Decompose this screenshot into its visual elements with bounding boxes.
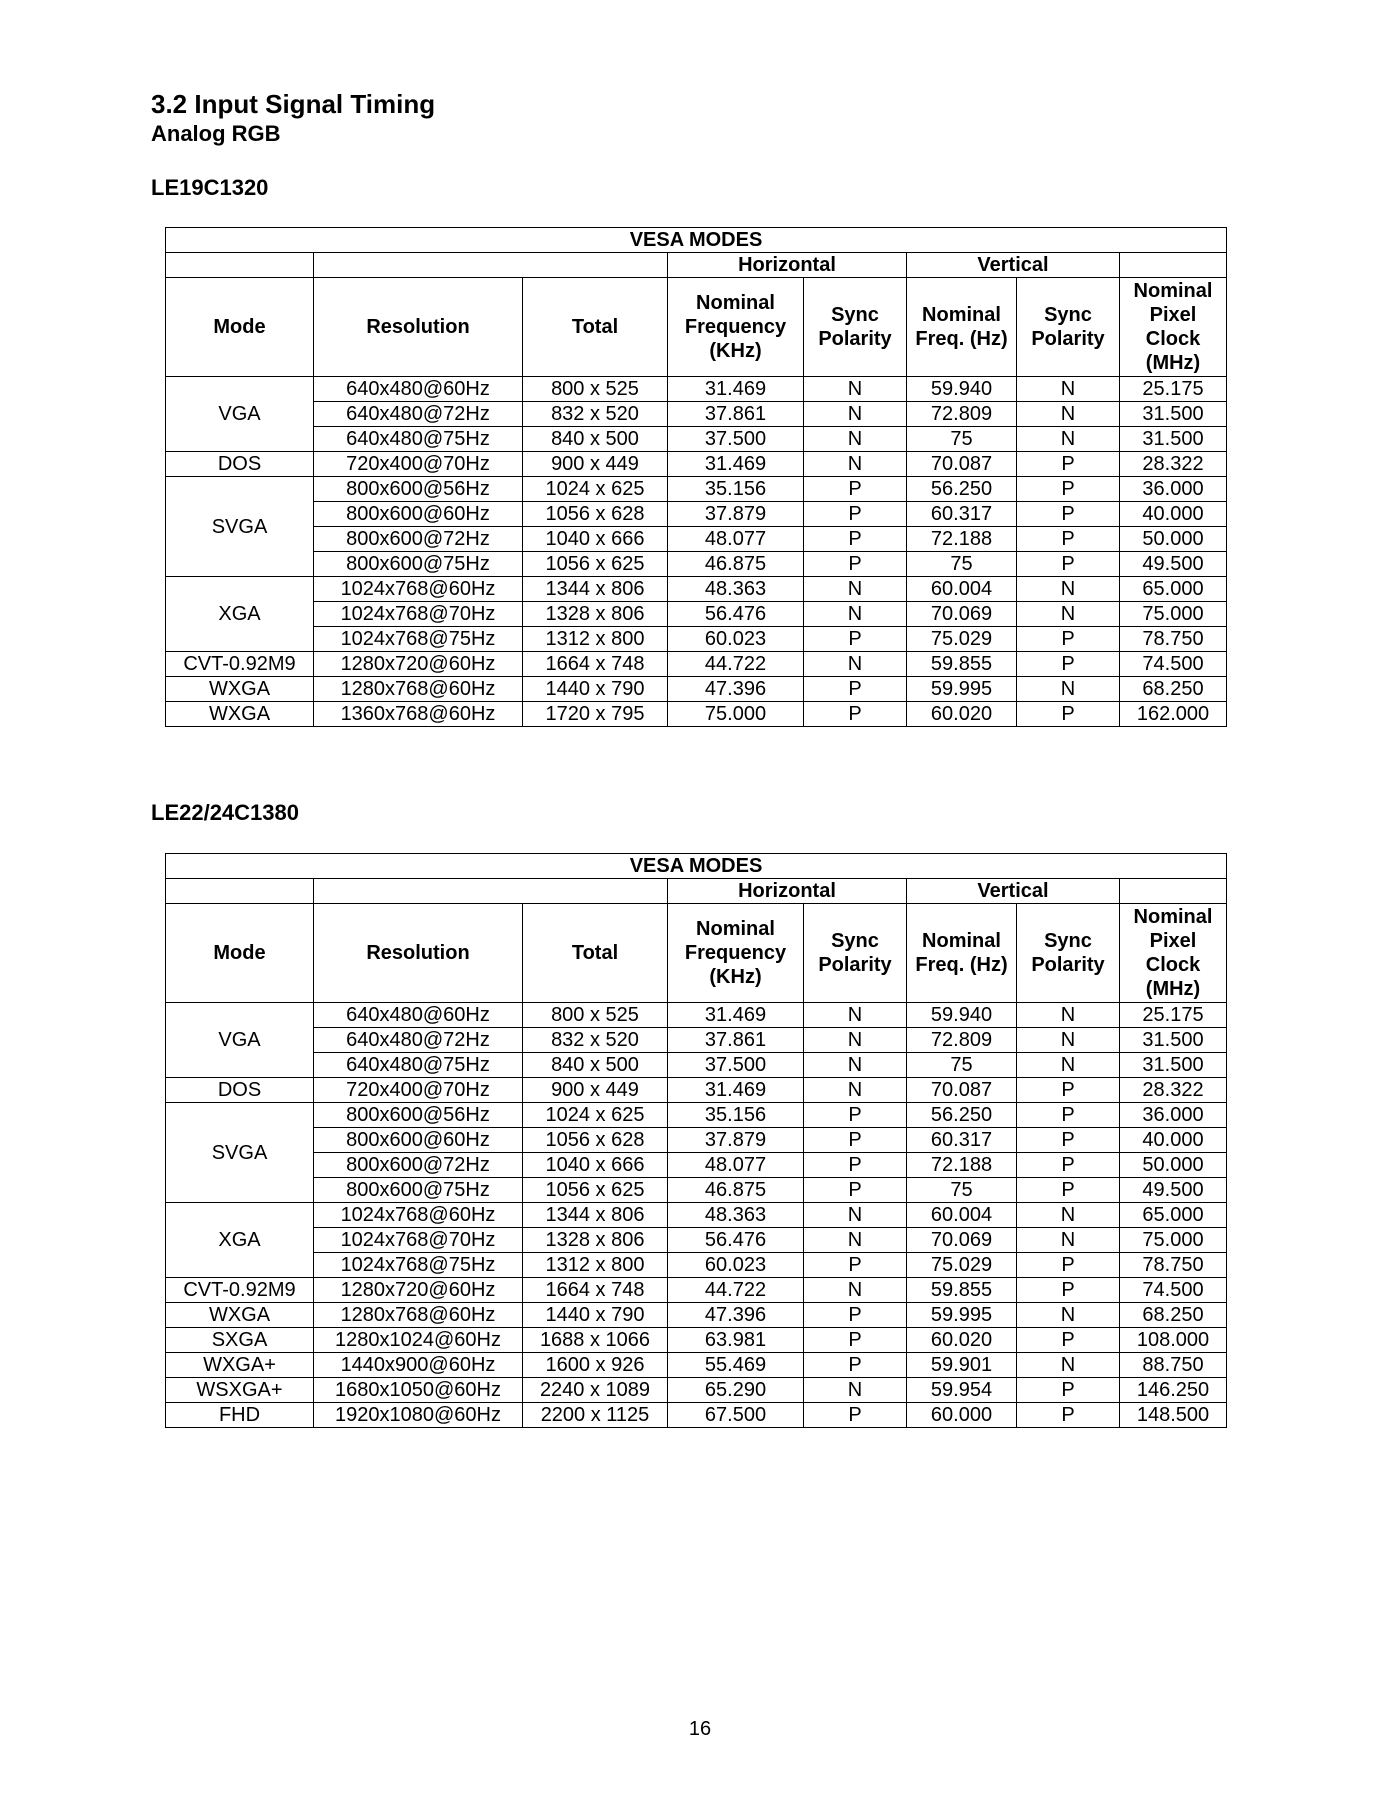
col-h-freq-header: Nominal Frequency (KHz): [668, 278, 804, 377]
h-sync-cell: P: [804, 502, 907, 527]
total-cell: 1328 x 806: [523, 1228, 668, 1253]
total-cell: 1312 x 800: [523, 627, 668, 652]
pixel-clock-cell: 88.750: [1120, 1353, 1227, 1378]
v-sync-cell: P: [1017, 1078, 1120, 1103]
table-row: [166, 1253, 1227, 1278]
total-cell: 1440 x 790: [523, 677, 668, 702]
v-freq-cell: 72.188: [907, 1153, 1017, 1178]
h-sync-cell: N: [804, 1078, 907, 1103]
v-freq-cell: 72.809: [907, 1028, 1017, 1053]
total-cell: 1720 x 795: [523, 702, 668, 727]
total-cell: 832 x 520: [523, 1028, 668, 1053]
v-freq-cell: 60.020: [907, 1328, 1017, 1353]
pixel-clock-cell: 50.000: [1120, 1153, 1227, 1178]
horizontal-header: Horizontal: [668, 879, 907, 904]
h-sync-cell: P: [804, 1178, 907, 1203]
resolution-cell: 1024x768@75Hz: [314, 627, 523, 652]
table-body: [166, 1003, 1227, 1428]
pixel-clock-cell: 49.500: [1120, 1178, 1227, 1203]
h-freq-cell: 56.476: [668, 1228, 804, 1253]
h-freq-cell: 67.500: [668, 1403, 804, 1428]
resolution-cell: 640x480@75Hz: [314, 1053, 523, 1078]
v-sync-cell: P: [1017, 1178, 1120, 1203]
v-freq-cell: 60.020: [907, 702, 1017, 727]
pixel-clock-cell: 75.000: [1120, 602, 1227, 627]
total-cell: 900 x 449: [523, 452, 668, 477]
col-total-header: Total: [523, 278, 668, 377]
h-sync-cell: P: [804, 1128, 907, 1153]
model-title-1: LE19C1320: [151, 175, 269, 200]
resolution-cell: 1024x768@70Hz: [314, 602, 523, 627]
pixel-clock-cell: 28.322: [1120, 1078, 1227, 1103]
pixel-clock-cell: 40.000: [1120, 1128, 1227, 1153]
mode-cell: XGA: [166, 577, 314, 652]
pixel-clock-cell: 36.000: [1120, 1103, 1227, 1128]
h-sync-cell: N: [804, 1028, 907, 1053]
mode-cell: WSXGA+: [166, 1378, 314, 1403]
h-freq-cell: 48.077: [668, 527, 804, 552]
v-sync-cell: N: [1017, 1228, 1120, 1253]
h-sync-cell: N: [804, 1378, 907, 1403]
h-sync-cell: N: [804, 1278, 907, 1303]
h-freq-cell: 46.875: [668, 1178, 804, 1203]
resolution-cell: 1680x1050@60Hz: [314, 1378, 523, 1403]
table-row: [166, 577, 1227, 602]
v-freq-cell: 59.855: [907, 652, 1017, 677]
table-row: [166, 602, 1227, 627]
h-freq-cell: 56.476: [668, 602, 804, 627]
table-row: [166, 1278, 1227, 1303]
resolution-cell: 800x600@60Hz: [314, 1128, 523, 1153]
h-sync-cell: P: [804, 1253, 907, 1278]
v-sync-cell: N: [1017, 1303, 1120, 1328]
vesa-modes-table-2: [165, 853, 1227, 1428]
pixel-clock-cell: 74.500: [1120, 1278, 1227, 1303]
col-mode-header: Mode: [166, 904, 314, 1003]
v-sync-cell: N: [1017, 677, 1120, 702]
pixel-clock-cell: 50.000: [1120, 527, 1227, 552]
v-sync-cell: N: [1017, 1203, 1120, 1228]
mode-cell: XGA: [166, 1203, 314, 1278]
total-cell: 1040 x 666: [523, 527, 668, 552]
v-freq-cell: 72.809: [907, 402, 1017, 427]
h-freq-cell: 63.981: [668, 1328, 804, 1353]
pixel-clock-cell: 75.000: [1120, 1228, 1227, 1253]
pixel-clock-cell: 78.750: [1120, 1253, 1227, 1278]
v-sync-cell: N: [1017, 577, 1120, 602]
col-total-header: Total: [523, 904, 668, 1003]
v-freq-cell: 56.250: [907, 477, 1017, 502]
h-sync-cell: P: [804, 1103, 907, 1128]
h-freq-cell: 55.469: [668, 1353, 804, 1378]
v-freq-cell: 60.004: [907, 577, 1017, 602]
v-freq-cell: 75: [907, 427, 1017, 452]
resolution-cell: 640x480@60Hz: [314, 1003, 523, 1028]
pixel-clock-cell: 108.000: [1120, 1328, 1227, 1353]
pixel-clock-cell: 31.500: [1120, 402, 1227, 427]
h-freq-cell: 35.156: [668, 477, 804, 502]
h-sync-cell: N: [804, 1228, 907, 1253]
total-cell: 1056 x 628: [523, 1128, 668, 1153]
col-v-freq-header: Nominal Freq. (Hz): [907, 904, 1017, 1003]
h-freq-cell: 47.396: [668, 1303, 804, 1328]
total-cell: 1328 x 806: [523, 602, 668, 627]
total-cell: 1056 x 625: [523, 552, 668, 577]
table-row: [166, 527, 1227, 552]
pixel-clock-cell: 68.250: [1120, 677, 1227, 702]
pixel-clock-cell: 65.000: [1120, 1203, 1227, 1228]
h-freq-cell: 48.363: [668, 1203, 804, 1228]
h-sync-cell: P: [804, 702, 907, 727]
h-sync-cell: N: [804, 602, 907, 627]
mode-cell: VGA: [166, 377, 314, 452]
h-sync-cell: N: [804, 427, 907, 452]
v-freq-cell: 75.029: [907, 1253, 1017, 1278]
v-sync-cell: P: [1017, 652, 1120, 677]
col-pixel-clock-header: Nominal Pixel Clock (MHz): [1120, 278, 1227, 377]
h-freq-cell: 37.500: [668, 1053, 804, 1078]
table-row: [166, 452, 1227, 477]
v-sync-cell: N: [1017, 1353, 1120, 1378]
table-row: [166, 1403, 1227, 1428]
total-cell: 1344 x 806: [523, 1203, 668, 1228]
table-row: [166, 1003, 1227, 1028]
table-row: [166, 502, 1227, 527]
mode-cell: DOS: [166, 452, 314, 477]
section-title: 3.2 Input Signal Timing: [151, 89, 436, 119]
h-sync-cell: N: [804, 577, 907, 602]
table-row: [166, 1353, 1227, 1378]
h-sync-cell: P: [804, 677, 907, 702]
total-cell: 1312 x 800: [523, 1253, 668, 1278]
h-freq-cell: 60.023: [668, 627, 804, 652]
col-h-sync-header: Sync Polarity: [804, 278, 907, 377]
pixel-clock-cell: 68.250: [1120, 1303, 1227, 1328]
pixel-clock-cell: 74.500: [1120, 652, 1227, 677]
h-freq-cell: 37.879: [668, 502, 804, 527]
h-sync-cell: P: [804, 527, 907, 552]
section-subtitle: Analog RGB: [151, 121, 281, 146]
total-cell: 800 x 525: [523, 1003, 668, 1028]
v-freq-cell: 56.250: [907, 1103, 1017, 1128]
vesa-modes-header: VESA MODES: [166, 228, 1227, 253]
pixel-clock-cell: 25.175: [1120, 1003, 1227, 1028]
h-freq-cell: 37.879: [668, 1128, 804, 1153]
table-row: [166, 1128, 1227, 1153]
v-freq-cell: 59.855: [907, 1278, 1017, 1303]
table-row: [166, 1328, 1227, 1353]
h-freq-cell: 75.000: [668, 702, 804, 727]
v-sync-cell: P: [1017, 552, 1120, 577]
resolution-cell: 800x600@75Hz: [314, 552, 523, 577]
total-cell: 800 x 525: [523, 377, 668, 402]
v-sync-cell: P: [1017, 1278, 1120, 1303]
col-v-sync-header: Sync Polarity: [1017, 278, 1120, 377]
table-row: [166, 402, 1227, 427]
mode-cell: WXGA+: [166, 1353, 314, 1378]
resolution-cell: 720x400@70Hz: [314, 452, 523, 477]
total-cell: 840 x 500: [523, 427, 668, 452]
v-sync-cell: N: [1017, 1053, 1120, 1078]
table-row: [166, 1178, 1227, 1203]
table-body: [166, 377, 1227, 727]
resolution-cell: 640x480@60Hz: [314, 377, 523, 402]
resolution-cell: 1024x768@60Hz: [314, 1203, 523, 1228]
total-cell: 1344 x 806: [523, 577, 668, 602]
col-h-freq-header: Nominal Frequency (KHz): [668, 904, 804, 1003]
h-freq-cell: 44.722: [668, 1278, 804, 1303]
table-row: [166, 1053, 1227, 1078]
resolution-cell: 1024x768@70Hz: [314, 1228, 523, 1253]
total-cell: 900 x 449: [523, 1078, 668, 1103]
h-freq-cell: 37.861: [668, 402, 804, 427]
v-freq-cell: 59.995: [907, 677, 1017, 702]
table-row: [166, 1103, 1227, 1128]
mode-cell: CVT-0.92M9: [166, 1278, 314, 1303]
v-sync-cell: P: [1017, 452, 1120, 477]
pixel-clock-cell: 28.322: [1120, 452, 1227, 477]
h-sync-cell: N: [804, 377, 907, 402]
table-row: [166, 377, 1227, 402]
total-cell: 1688 x 1066: [523, 1328, 668, 1353]
h-freq-cell: 47.396: [668, 677, 804, 702]
table-row: [166, 1228, 1227, 1253]
mode-cell: FHD: [166, 1403, 314, 1428]
table-row: [166, 1378, 1227, 1403]
h-freq-cell: 65.290: [668, 1378, 804, 1403]
v-freq-cell: 72.188: [907, 527, 1017, 552]
v-sync-cell: P: [1017, 1253, 1120, 1278]
total-cell: 840 x 500: [523, 1053, 668, 1078]
table-row: [166, 1028, 1227, 1053]
v-sync-cell: N: [1017, 427, 1120, 452]
col-pixel-clock-header: Nominal Pixel Clock (MHz): [1120, 904, 1227, 1003]
table-row: [166, 1078, 1227, 1103]
resolution-cell: 640x480@75Hz: [314, 427, 523, 452]
v-sync-cell: P: [1017, 527, 1120, 552]
v-sync-cell: P: [1017, 1153, 1120, 1178]
h-freq-cell: 31.469: [668, 452, 804, 477]
v-sync-cell: P: [1017, 502, 1120, 527]
total-cell: 1440 x 790: [523, 1303, 668, 1328]
v-freq-cell: 75: [907, 552, 1017, 577]
v-sync-cell: N: [1017, 1003, 1120, 1028]
mode-cell: DOS: [166, 1078, 314, 1103]
pixel-clock-cell: 31.500: [1120, 427, 1227, 452]
model-title-2: LE22/24C1380: [151, 800, 299, 825]
resolution-cell: 1280x1024@60Hz: [314, 1328, 523, 1353]
mode-cell: WXGA: [166, 702, 314, 727]
vertical-header: Vertical: [907, 879, 1120, 904]
page-number: 16: [688, 1718, 712, 1740]
total-cell: 1024 x 625: [523, 477, 668, 502]
col-v-sync-header: Sync Polarity: [1017, 904, 1120, 1003]
v-freq-cell: 75: [907, 1053, 1017, 1078]
h-sync-cell: N: [804, 1003, 907, 1028]
pixel-clock-cell: 148.500: [1120, 1403, 1227, 1428]
mode-cell: CVT-0.92M9: [166, 652, 314, 677]
v-sync-cell: N: [1017, 1028, 1120, 1053]
v-freq-cell: 59.954: [907, 1378, 1017, 1403]
resolution-cell: 800x600@72Hz: [314, 1153, 523, 1178]
resolution-cell: 1280x768@60Hz: [314, 1303, 523, 1328]
mode-cell: VGA: [166, 1003, 314, 1078]
v-freq-cell: 75.029: [907, 627, 1017, 652]
vertical-header: Vertical: [907, 253, 1120, 278]
resolution-cell: 640x480@72Hz: [314, 1028, 523, 1053]
table-row: [166, 1303, 1227, 1328]
mode-cell: SVGA: [166, 477, 314, 577]
table-row: [166, 652, 1227, 677]
v-sync-cell: P: [1017, 1103, 1120, 1128]
h-freq-cell: 31.469: [668, 1003, 804, 1028]
mode-cell: WXGA: [166, 1303, 314, 1328]
v-freq-cell: 70.069: [907, 1228, 1017, 1253]
h-sync-cell: P: [804, 477, 907, 502]
vesa-modes-table-1: [165, 227, 1227, 727]
h-freq-cell: 37.500: [668, 427, 804, 452]
h-freq-cell: 48.077: [668, 1153, 804, 1178]
h-freq-cell: 35.156: [668, 1103, 804, 1128]
resolution-cell: 1360x768@60Hz: [314, 702, 523, 727]
h-sync-cell: N: [804, 652, 907, 677]
resolution-cell: 1280x720@60Hz: [314, 1278, 523, 1303]
pixel-clock-cell: 49.500: [1120, 552, 1227, 577]
resolution-cell: 800x600@56Hz: [314, 1103, 523, 1128]
pixel-clock-cell: 78.750: [1120, 627, 1227, 652]
col-h-sync-header: Sync Polarity: [804, 904, 907, 1003]
v-freq-cell: 70.069: [907, 602, 1017, 627]
table-row: [166, 677, 1227, 702]
pixel-clock-cell: 31.500: [1120, 1053, 1227, 1078]
h-sync-cell: P: [804, 1328, 907, 1353]
table-row: [166, 1203, 1227, 1228]
total-cell: 1056 x 628: [523, 502, 668, 527]
v-freq-cell: 59.940: [907, 1003, 1017, 1028]
total-cell: 1040 x 666: [523, 1153, 668, 1178]
total-cell: 2200 x 1125: [523, 1403, 668, 1428]
pixel-clock-cell: 40.000: [1120, 502, 1227, 527]
pixel-clock-cell: 65.000: [1120, 577, 1227, 602]
resolution-cell: 800x600@72Hz: [314, 527, 523, 552]
total-cell: 1664 x 748: [523, 1278, 668, 1303]
v-sync-cell: P: [1017, 627, 1120, 652]
v-freq-cell: 70.087: [907, 452, 1017, 477]
v-sync-cell: N: [1017, 602, 1120, 627]
h-sync-cell: P: [804, 552, 907, 577]
col-resolution-header: Resolution: [314, 904, 523, 1003]
total-cell: 2240 x 1089: [523, 1378, 668, 1403]
v-sync-cell: P: [1017, 1128, 1120, 1153]
vesa-modes-header: VESA MODES: [166, 854, 1227, 879]
resolution-cell: 720x400@70Hz: [314, 1078, 523, 1103]
table-row: [166, 427, 1227, 452]
pixel-clock-cell: 162.000: [1120, 702, 1227, 727]
h-sync-cell: N: [804, 1053, 907, 1078]
v-sync-cell: P: [1017, 702, 1120, 727]
v-freq-cell: 75: [907, 1178, 1017, 1203]
pixel-clock-cell: 146.250: [1120, 1378, 1227, 1403]
resolution-cell: 800x600@75Hz: [314, 1178, 523, 1203]
col-mode-header: Mode: [166, 278, 314, 377]
h-sync-cell: N: [804, 452, 907, 477]
resolution-cell: 1024x768@60Hz: [314, 577, 523, 602]
h-sync-cell: P: [804, 1303, 907, 1328]
v-freq-cell: 70.087: [907, 1078, 1017, 1103]
v-sync-cell: P: [1017, 477, 1120, 502]
resolution-cell: 1920x1080@60Hz: [314, 1403, 523, 1428]
v-sync-cell: N: [1017, 377, 1120, 402]
h-freq-cell: 31.469: [668, 377, 804, 402]
h-sync-cell: P: [804, 1353, 907, 1378]
table-row: [166, 477, 1227, 502]
table-row: [166, 702, 1227, 727]
horizontal-header: Horizontal: [668, 253, 907, 278]
v-freq-cell: 60.004: [907, 1203, 1017, 1228]
total-cell: 832 x 520: [523, 402, 668, 427]
v-freq-cell: 60.317: [907, 1128, 1017, 1153]
total-cell: 1664 x 748: [523, 652, 668, 677]
resolution-cell: 1280x768@60Hz: [314, 677, 523, 702]
h-sync-cell: P: [804, 1403, 907, 1428]
h-freq-cell: 37.861: [668, 1028, 804, 1053]
table-row: [166, 1153, 1227, 1178]
total-cell: 1024 x 625: [523, 1103, 668, 1128]
h-freq-cell: 31.469: [668, 1078, 804, 1103]
v-freq-cell: 59.995: [907, 1303, 1017, 1328]
h-freq-cell: 44.722: [668, 652, 804, 677]
total-cell: 1056 x 625: [523, 1178, 668, 1203]
v-freq-cell: 59.901: [907, 1353, 1017, 1378]
resolution-cell: 1440x900@60Hz: [314, 1353, 523, 1378]
mode-cell: SXGA: [166, 1328, 314, 1353]
resolution-cell: 1024x768@75Hz: [314, 1253, 523, 1278]
h-sync-cell: N: [804, 1203, 907, 1228]
v-sync-cell: P: [1017, 1403, 1120, 1428]
col-v-freq-header: Nominal Freq. (Hz): [907, 278, 1017, 377]
h-freq-cell: 48.363: [668, 577, 804, 602]
resolution-cell: 1280x720@60Hz: [314, 652, 523, 677]
resolution-cell: 800x600@60Hz: [314, 502, 523, 527]
v-freq-cell: 60.317: [907, 502, 1017, 527]
pixel-clock-cell: 25.175: [1120, 377, 1227, 402]
pixel-clock-cell: 31.500: [1120, 1028, 1227, 1053]
h-sync-cell: P: [804, 1153, 907, 1178]
v-sync-cell: P: [1017, 1378, 1120, 1403]
resolution-cell: 800x600@56Hz: [314, 477, 523, 502]
col-resolution-header: Resolution: [314, 278, 523, 377]
h-sync-cell: P: [804, 627, 907, 652]
mode-cell: WXGA: [166, 677, 314, 702]
v-freq-cell: 60.000: [907, 1403, 1017, 1428]
table-row: [166, 552, 1227, 577]
h-sync-cell: N: [804, 402, 907, 427]
resolution-cell: 640x480@72Hz: [314, 402, 523, 427]
mode-cell: SVGA: [166, 1103, 314, 1203]
v-freq-cell: 59.940: [907, 377, 1017, 402]
v-sync-cell: P: [1017, 1328, 1120, 1353]
h-freq-cell: 60.023: [668, 1253, 804, 1278]
v-sync-cell: N: [1017, 402, 1120, 427]
h-freq-cell: 46.875: [668, 552, 804, 577]
pixel-clock-cell: 36.000: [1120, 477, 1227, 502]
table-row: [166, 627, 1227, 652]
total-cell: 1600 x 926: [523, 1353, 668, 1378]
